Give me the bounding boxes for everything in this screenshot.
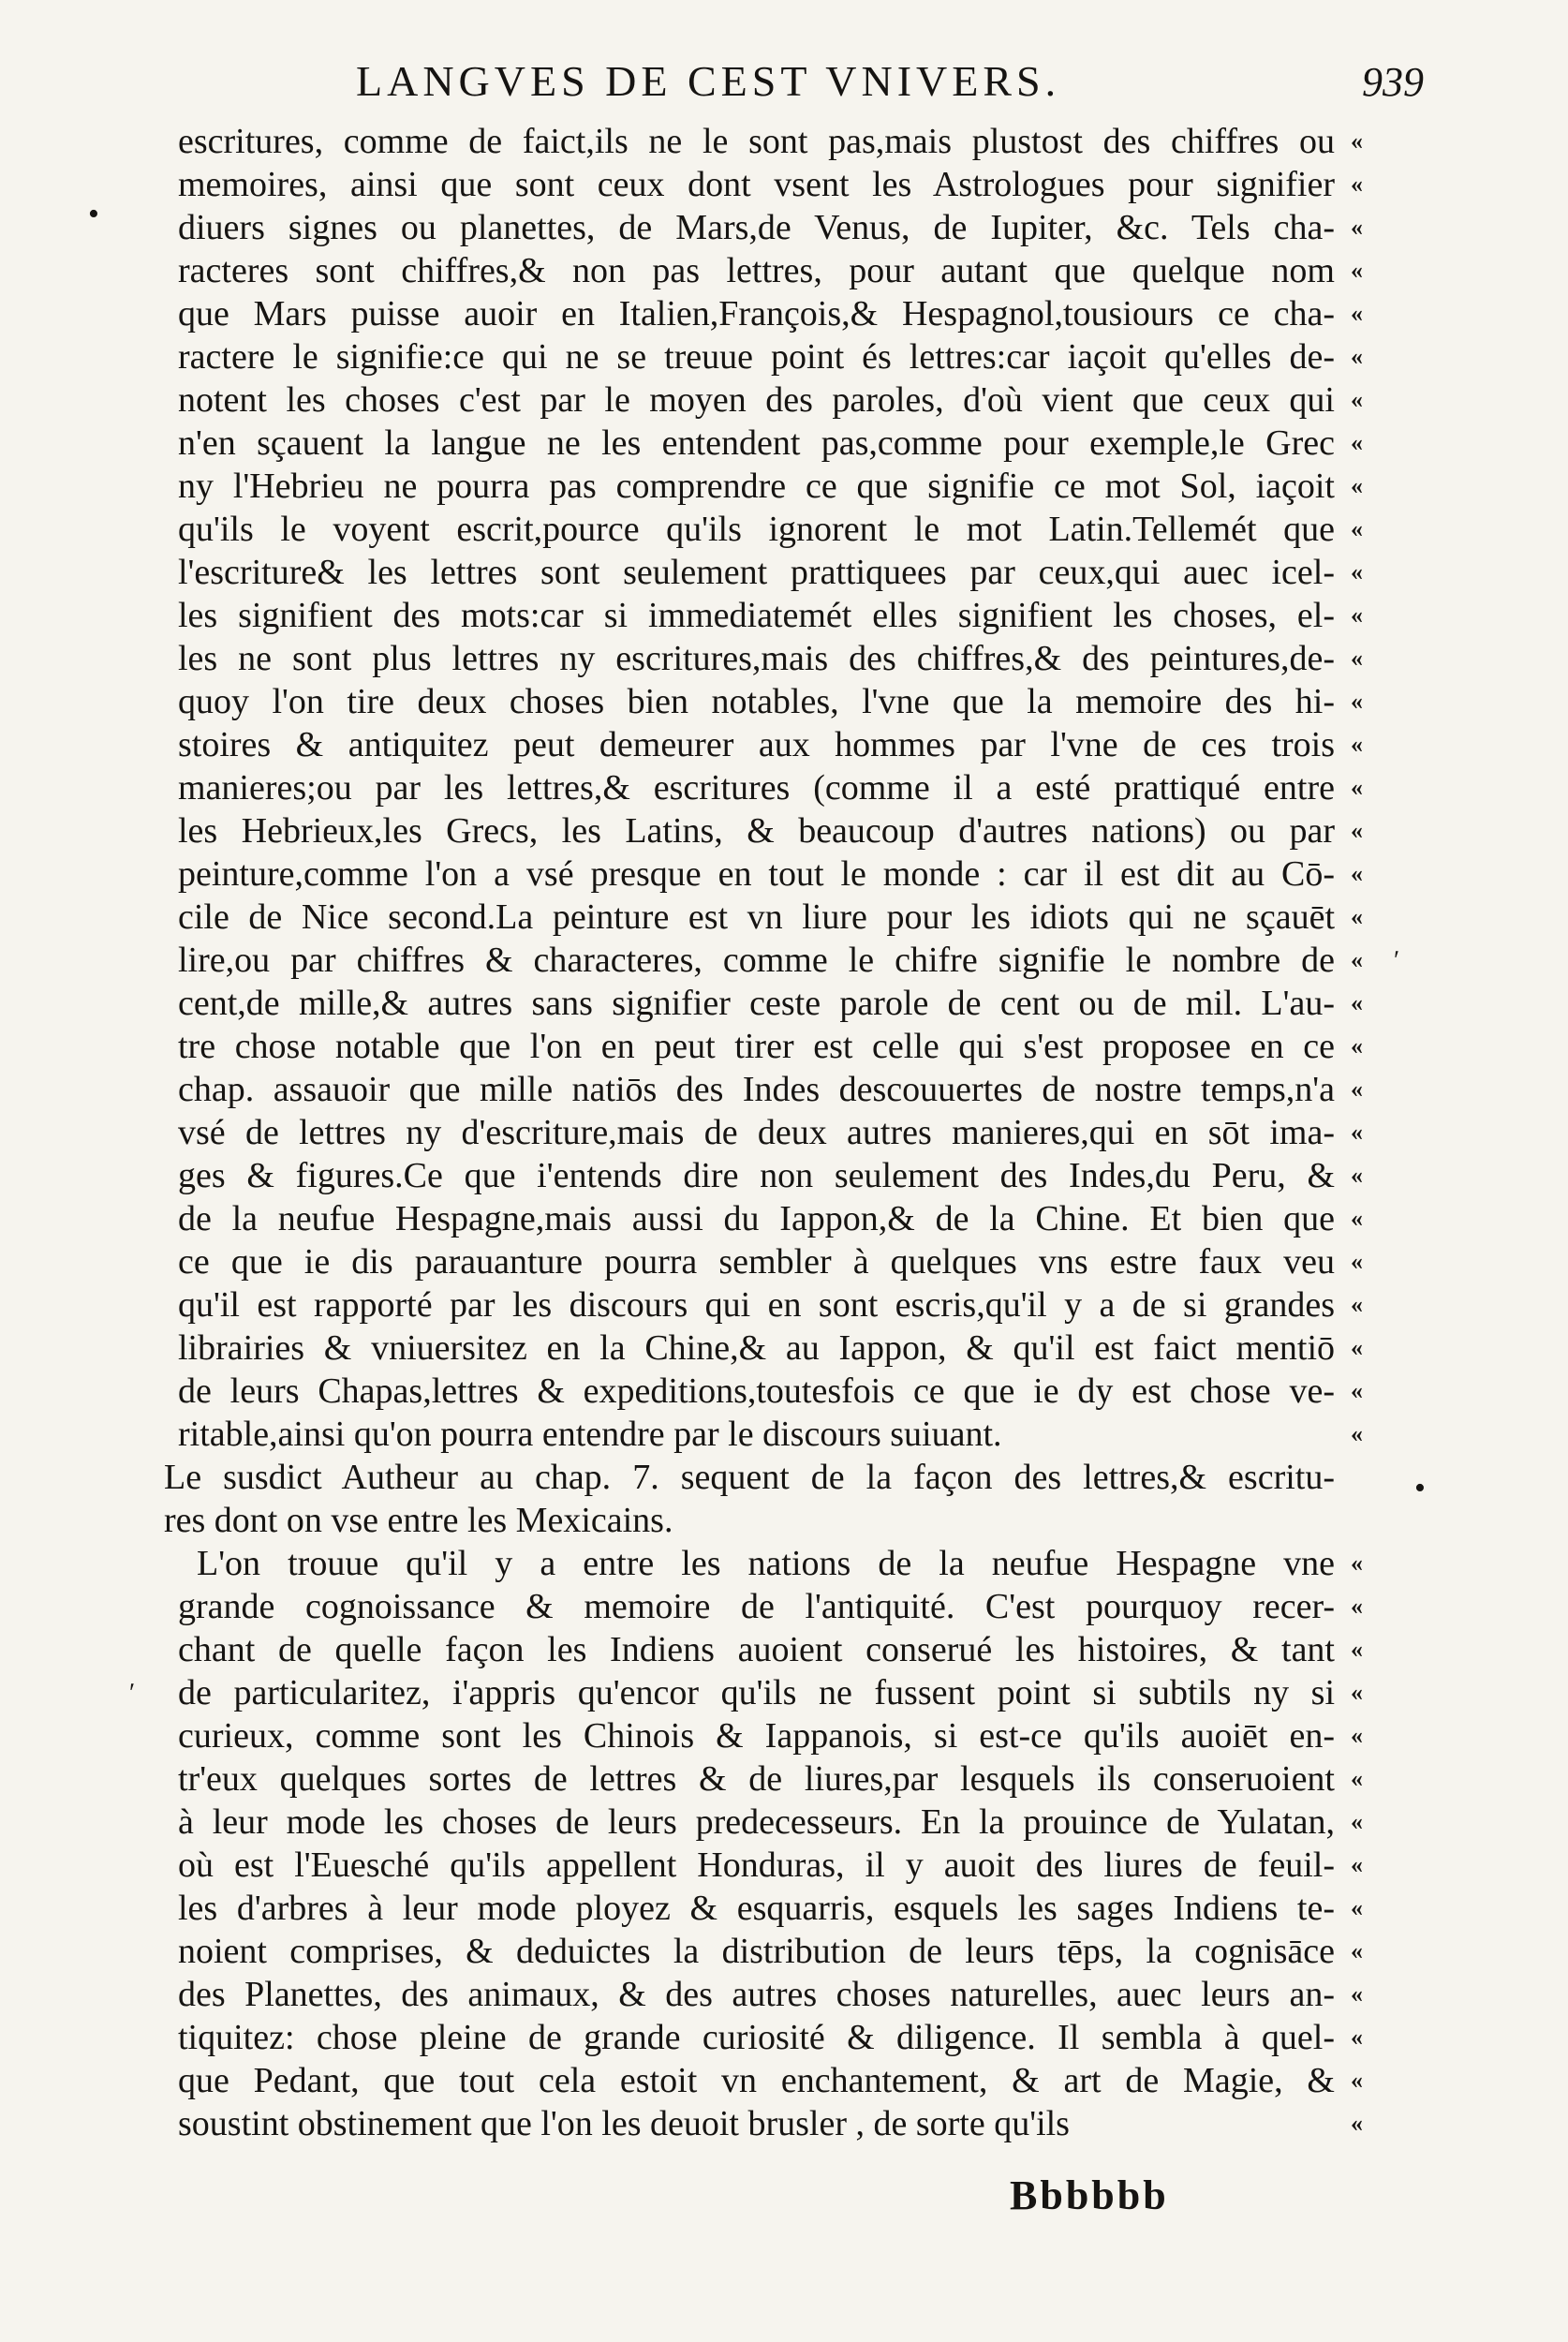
text-line: que Pedant, que tout cela estoit vn enchantement, & art de Magie, & [178,2061,1335,2100]
text-line: l'escriture& les lettres sont seulement prattiquees par ceux,qui auec icel- [178,553,1335,592]
text-line: qu'ils le voyent escrit,pource qu'ils ignorent le mot Latin.Tellemét que [178,510,1335,549]
text-line: tiquitez: chose pleine de grande curiosité & diligence. Il sembla à quel- [178,2018,1335,2057]
quotation-mark: « [1351,386,1363,413]
text-line: notent les choses c'est par le moyen des paroles, d'où vient que ceux qui [178,380,1335,420]
quotation-mark: « [1351,1205,1363,1232]
quotation-mark: « [1351,1679,1363,1706]
text-line: ritable,ainsi qu'on pourra entendre par le discours suiuant. [178,1415,1002,1454]
text-line: stoires & antiquitez peut demeurer aux hommes par l'vne de ces trois [178,725,1335,764]
text-line: curieux, comme sont les Chinois & Iappanois, si est-ce qu'ils auoiēt en- [178,1716,1335,1756]
text-line: à leur mode les choses de leurs predecesseurs. En la prouince de Yulatan, [178,1802,1335,1842]
quotation-mark: « [1351,2067,1363,2094]
quotation-mark: « [1351,1851,1363,1878]
quotation-mark: « [1351,343,1363,370]
quotation-mark: « [1351,429,1363,456]
text-line: L'on trouue qu'il y a entre les nations de la neufue Hespagne vne [197,1544,1335,1583]
catchword: Bbbbbb [1010,2172,1169,2218]
text-line: ractere le signifie:ce qui ne se treuue point és lettres:car iaçoit qu'elles de- [178,337,1335,377]
quotation-mark: « [1351,860,1363,887]
quotation-mark: « [1351,903,1363,930]
quotation-mark: « [1351,731,1363,758]
text-line: soustint obstinement que l'on les deuoit brusler , de sorte qu'ils [178,2104,1070,2143]
quotation-mark: « [1351,946,1363,973]
text-line: ny l'Hebrieu ne pourra pas comprendre ce que signifie ce mot Sol, iaçoit [178,467,1335,506]
page-number: 939 [1362,59,1424,105]
quotation-mark: « [1351,2110,1363,2137]
text-line: chap. assauoir que mille natiōs des Indes descouuertes de nostre temps,n'a [178,1070,1335,1109]
running-title: LANGVES DE CEST VNIVERS. [356,57,1061,105]
quotation-mark: « [1351,127,1363,155]
quotation-mark: « [1351,1334,1363,1361]
quotation-mark: « [1351,1549,1363,1577]
text-line: qu'il est rapporté par les discours qui en sont escris,qu'il y a de si grandes [178,1285,1335,1325]
text-line: de la neufue Hespagne,mais aussi du Iappon,& de la Chine. Et bien que [178,1199,1335,1238]
text-line: de particularitez, i'appris qu'encor qu'ils ne fussent point si subtils ny si [178,1673,1335,1712]
text-line: tr'eux quelques sortes de lettres & de liures,par lesquels ils conseruoient [178,1759,1335,1799]
quotation-mark: « [1351,1722,1363,1749]
text-line: les Hebrieux,les Grecs, les Latins, & beaucoup d'autres nations) ou par [178,811,1335,851]
text-line: les d'arbres à leur mode ployez & esquarris, esquels les sages Indiens te- [178,1889,1335,1928]
margin-tick-icon: ʹ [1394,946,1400,975]
text-line: escritures, comme de faict,ils ne le sont pas,mais plustost des chiffres ou [178,122,1335,161]
text-line: peinture,comme l'on a vsé presque en tout le monde : car il est dit au Cō- [178,854,1335,894]
text-line: librairies & vniuersitez en la Chine,& au Iappon, & qu'il est faict mentiō [178,1328,1335,1368]
quotation-mark: « [1351,817,1363,844]
page-header [356,56,1424,112]
quotation-mark: « [1351,1937,1363,1964]
text-line: chant de quelle façon les Indiens auoient conserué les histoires, & tant [178,1630,1335,1669]
quotation-mark: « [1351,601,1363,629]
text-line: diuers signes ou planettes, de Mars,de Venus, de Iupiter, &c. Tels cha- [178,208,1335,247]
quotation-mark: « [1351,1291,1363,1318]
quotation-mark: « [1351,1075,1363,1103]
text-line: noient comprises, & deduictes la distribution de leurs tēps, la cognisāce [178,1932,1335,1971]
text-line: lire,ou par chiffres & characteres, comme le chifre signifie le nombre de [178,941,1335,980]
quotation-mark: « [1351,1162,1363,1189]
text-line: memoires, ainsi que sont ceux dont vsent les Astrologues pour signifier [178,165,1335,204]
quotation-mark: « [1351,1593,1363,1620]
quotation-mark: « [1351,1808,1363,1835]
text-line: n'en sçauent la langue ne les entendent pas,comme pour exemple,le Grec [178,423,1335,463]
quotation-mark: « [1351,1765,1363,1792]
quotation-mark: « [1351,472,1363,499]
quotation-mark: « [1351,1032,1363,1060]
margin-dot-icon: • [88,197,99,231]
text-line: tre chose notable que l'on en peut tirer est celle qui s'est proposee en ce [178,1027,1335,1066]
text-line: vsé de lettres ny d'escriture,mais de deux autres manieres,qui en sōt ima- [178,1113,1335,1152]
quotation-mark: « [1351,1377,1363,1404]
text-line: où est l'Euesché qu'ils appellent Honduras, il y auoit des liures de feuil- [178,1845,1335,1885]
quotation-mark: « [1351,515,1363,542]
quotation-mark: « [1351,688,1363,715]
quotation-mark: « [1351,1420,1363,1447]
text-line: grande cognoissance & memoire de l'antiquité. C'est pourquoy recer- [178,1587,1335,1626]
text-line: racteres sont chiffres,& non pas lettres, pour autant que quelque nom [178,251,1335,290]
text-line: cent,de mille,& autres sans signifier ceste parole de cent ou de mil. L'au- [178,984,1335,1023]
quotation-mark: « [1351,1636,1363,1663]
text-line: ce que ie dis parauanture pourra sembler à quelques vns estre faux veu [178,1242,1335,1282]
quotation-mark: « [1351,558,1363,586]
text-line: cile de Nice second.La peinture est vn liure pour les idiots qui ne sçauēt [178,897,1335,937]
quotation-mark: « [1351,1980,1363,2008]
text-line: les ne sont plus lettres ny escritures,mais des chiffres,& des peintures,de- [178,639,1335,678]
quotation-mark: « [1351,645,1363,672]
text-line: manieres;ou par les lettres,& escritures (comme il a esté prattiqué entre [178,768,1335,808]
quotation-mark: « [1351,170,1363,198]
text-line: quoy l'on tire deux choses bien notables, l'vne que la memoire des hi- [178,682,1335,721]
text-line: des Planettes, des animaux, & des autres choses naturelles, auec leurs an- [178,1975,1335,2014]
margin-tick-icon: ʹ [129,1679,136,1708]
quotation-mark: « [1351,774,1363,801]
margin-dot-icon: • [1414,1471,1426,1505]
quotation-mark: « [1351,1894,1363,1921]
quotation-mark: « [1351,214,1363,241]
text-line: ges & figures.Ce que i'entends dire non seulement des Indes,du Peru, & [178,1156,1335,1195]
quotation-mark: « [1351,989,1363,1016]
quotation-mark: « [1351,257,1363,284]
quotation-mark: « [1351,1119,1363,1146]
text-line: que Mars puisse auoir en Italien,François,& Hespagnol,tousiours ce cha- [178,294,1335,334]
text-line: Le susdict Autheur au chap. 7. sequent de la façon des lettres,& escritu- [164,1458,1335,1497]
text-line: res dont on vse entre les Mexicains. [164,1501,673,1540]
text-line: de leurs Chapas,lettres & expeditions,toutesfois ce que ie dy est chose ve- [178,1371,1335,1411]
quotation-mark: « [1351,300,1363,327]
text-line: les signifient des mots:car si immediatemét elles signifient les choses, el- [178,596,1335,635]
quotation-mark: « [1351,1248,1363,1275]
quotation-mark: « [1351,2023,1363,2051]
